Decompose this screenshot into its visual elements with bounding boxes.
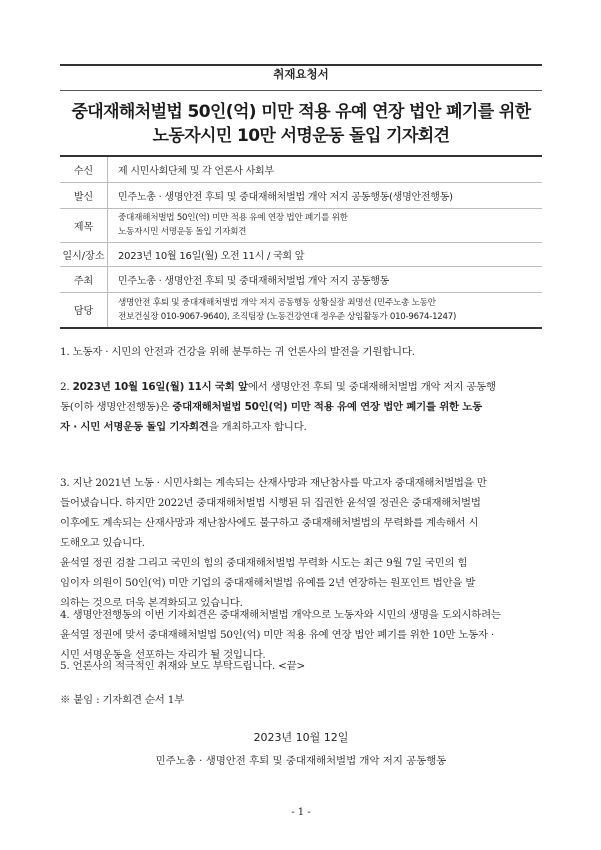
info-value: 생명안전 후퇴 및 중대재해처벌법 개악 저지 공동행동 상황실장 최명선 (민주노총 노동안 전보건실장 010-9067-9640), 조직팀장 (노동건강연대 정우준 상임활동가 010-9674-1247) xyxy=(118,297,457,322)
info-row-datetime xyxy=(60,242,542,266)
event-title-emphasis: 중대재해처벌법 50인(억) 미만 적용 유예 연장 법안 폐기를 위한 노동 xyxy=(172,401,482,413)
info-value: 민주노총 · 생명안전 후퇴 및 중대재해처벌법 개악 저지 공동행동(생명안전행동) xyxy=(118,191,453,203)
info-label: 일시/장소 xyxy=(60,242,108,266)
event-title-emphasis: 자 · 시민 서명운동 돌입 기자회견 xyxy=(60,421,209,433)
info-label: 수신 xyxy=(60,156,108,182)
paragraph-1: 1. 노동자 · 시민의 안전과 건강을 위해 분투하는 귀 언론사의 발전을 기원합니다. xyxy=(60,346,415,358)
info-label: 담당 xyxy=(60,292,108,328)
event-datetime-emphasis: 2023년 10월 16일(월) 11시 국회 앞 xyxy=(72,381,248,393)
title-line: 중대재해처벌법 50인(억) 미만 적용 유예 연장 법안 폐기를 위한 xyxy=(71,102,531,122)
info-value: 2023년 10월 16일(월) 오전 11시 / 국회 앞 xyxy=(118,250,305,262)
info-label: 주최 xyxy=(60,266,108,292)
header-divider xyxy=(60,90,542,91)
paragraph-3: 3. 지난 2021년 노동 · 시민사회는 계속되는 산재사망과 재난참사를 막고자 중대재해처벌법을 만 들어냈습니다. 하지만 2022년 중대재해처벌법 시행된 뒤 집권한 윤석열 정권은 중대재해처벌법 이후에도 계속되는 산재사망과 재난참사에도 불구하고 중대재해처벌법의 무력화를 계속해서 시 도해오고 있습니다. 윤석열 정권 검찰 그리고 국민의 힘의 중대재해처벌법 무력화 시도는 최근 9월 7일 국민의 힘 임이자 의원이 50인(억) 미만 기업의 중대재해처벌법 유예를 2년 연장하는 원포인트 법안을 발 의하는 것으로 더욱 본격화되고 있습니다. xyxy=(60,477,487,609)
info-value: 제 시민사회단체 및 각 언론사 사회부 xyxy=(118,165,274,177)
info-row-contact xyxy=(60,292,542,328)
info-label: 제목 xyxy=(60,208,108,242)
info-label: 발신 xyxy=(60,182,108,208)
document-title xyxy=(60,100,542,148)
issue-date: 2023년 10월 12일 xyxy=(253,731,349,744)
issuing-organization: 민주노총 · 생명안전 후퇴 및 중대재해처벌법 개악 저지 공동행동 xyxy=(155,755,447,767)
info-value: 민주노총 · 생명안전 후퇴 및 중대재해처벌법 개악 저지 공동행동 xyxy=(118,275,390,287)
page-number: - 1 - xyxy=(291,807,311,818)
info-row-sender xyxy=(60,182,542,208)
info-value: 중대재해처벌법 50인(억) 미만 적용 유예 연장 법안 폐기를 위한 노동자시민 서명운동 돌입 기자회견 xyxy=(118,213,348,237)
info-row-subject xyxy=(60,208,542,242)
info-row-host xyxy=(60,266,542,292)
info-table xyxy=(60,155,542,329)
paragraph-5: 5. 언론사의 적극적인 취재와 보도 부탁드립니다. <끝> xyxy=(60,660,305,672)
paragraph-4: 4. 생명안전행동의 이번 기자회견은 중대재해처벌법 개악으로 노동자와 시민의 생명을 도외시하려는 윤석열 정권에 맞서 중대재해처벌법 50인(억) 미만 적용 유예 연장 법안 폐기를 위한 10만 노동자 · 시민 서명운동을 선포하는 자리가 될 것입니다. xyxy=(60,609,501,661)
attachment-note: ※ 붙임 : 기자회견 순서 1부 xyxy=(60,694,184,706)
info-row-recipient xyxy=(60,156,542,182)
document-type-heading: 취재요청서 xyxy=(273,67,329,81)
paragraph-2: 2. 2023년 10월 16일(월) 11시 국회 앞에서 생명안전 후퇴 및 중대재해처벌법 개악 저지 공동행 동(이하 생명안전행동)은 중대재해처벌법 50인(억) 미만 적용 유예 연장 법안 폐기를 위한 노동 자 · 시민 서명운동 돌입 기자회견을 개최하고자 합니다. xyxy=(60,381,496,433)
title-line: 노동자시민 10만 서명운동 돌입 기자회견 xyxy=(152,126,450,146)
